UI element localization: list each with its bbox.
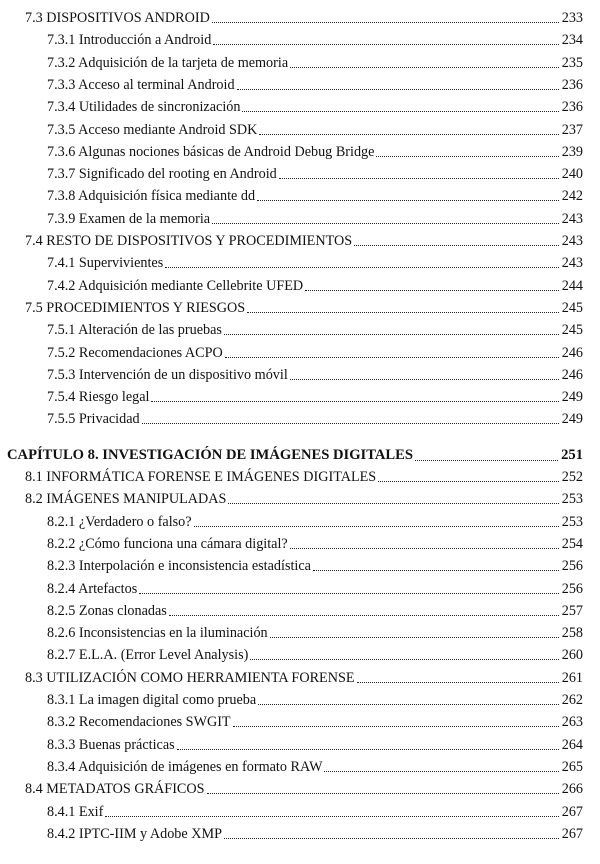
toc-entry-title: 7.5.1 Alteración de las pruebas <box>47 322 222 339</box>
toc-entry[interactable] <box>0 756 600 776</box>
dot-leader <box>207 793 559 794</box>
dot-leader <box>279 178 559 179</box>
toc-entry[interactable] <box>0 823 600 843</box>
toc-entry-title: 8.2.6 Inconsistencias en la iluminación <box>47 625 268 642</box>
toc-entry-page: 246 <box>561 366 583 383</box>
toc-entry-title: 7.4.1 Supervivientes <box>47 255 164 272</box>
toc-entry-title: 7.3.3 Acceso al terminal Android <box>47 76 235 93</box>
toc-entry-title: 7.5.3 Intervención de un dispositivo móvil <box>47 366 288 383</box>
toc-entry-title: 7.4 RESTO DE DISPOSITIVOS Y PROCEDIMIENTOS <box>25 233 353 249</box>
toc-entry-title: 7.3 DISPOSITIVOS ANDROID <box>25 10 210 26</box>
toc-entry-title: 8.2.2 ¿Cómo funciona una cámara digital? <box>47 535 288 552</box>
dot-leader <box>151 401 558 402</box>
toc-entry[interactable] <box>0 185 600 205</box>
toc-entry-title: 8.2.3 Interpolación e inconsistencia estadística <box>47 558 311 575</box>
dot-leader <box>142 423 559 424</box>
toc-entry[interactable] <box>0 533 600 553</box>
dot-leader <box>165 267 558 268</box>
toc-entry-title: 8.2.1 ¿Verdadero o falso? <box>47 513 192 530</box>
toc-entry[interactable] <box>0 386 600 406</box>
toc-entry-page: 257 <box>561 602 583 619</box>
toc-entry-title: 8.3.4 Adquisición de imágenes en formato RAW <box>47 758 323 775</box>
dot-leader <box>213 44 558 45</box>
toc-entry-title: 7.3.7 Significado del rooting en Android <box>47 166 277 183</box>
dot-leader <box>228 503 558 504</box>
dot-leader <box>290 379 559 380</box>
dot-leader <box>257 200 559 201</box>
dot-leader <box>290 548 559 549</box>
toc-entry-title: 7.3.1 Introducción a Android <box>47 32 212 49</box>
toc-entry[interactable] <box>0 319 600 339</box>
dot-leader <box>212 22 559 23</box>
dot-leader <box>376 156 558 157</box>
toc-entry[interactable] <box>0 511 600 531</box>
toc-entry-page: 243 <box>561 233 583 249</box>
toc-entry[interactable] <box>0 342 600 362</box>
dot-leader <box>177 749 559 750</box>
dot-leader <box>237 89 559 90</box>
dot-leader <box>313 570 559 571</box>
toc-entry[interactable] <box>0 52 600 72</box>
toc-entry-page: 254 <box>561 535 583 552</box>
toc-entry[interactable] <box>0 29 600 49</box>
dot-leader <box>250 659 558 660</box>
toc-entry-title: 8.4 METADATOS GRÁFICOS <box>25 781 205 798</box>
dot-leader <box>225 357 559 358</box>
toc-entry[interactable] <box>0 667 600 687</box>
toc-entry-title: 8.3.3 Buenas prácticas <box>47 736 175 753</box>
toc-entry[interactable] <box>0 644 600 664</box>
toc-entry[interactable] <box>0 74 600 94</box>
toc-entry-title: 7.5.2 Recomendaciones ACPO <box>47 344 223 361</box>
toc-entry[interactable] <box>0 466 600 486</box>
dot-leader <box>357 682 559 683</box>
toc-entry[interactable] <box>0 96 600 116</box>
toc-entry-page: 253 <box>561 513 583 530</box>
toc-entry[interactable] <box>0 163 600 183</box>
toc-entry-page: 240 <box>561 166 583 183</box>
toc-entry-title: 8.2.7 E.L.A. (Error Level Analysis) <box>47 647 249 664</box>
toc-entry-title: 8.2.5 Zonas clonadas <box>47 602 167 619</box>
toc-entry-page: 256 <box>561 558 583 575</box>
toc-entry-page: 260 <box>561 647 583 664</box>
toc-entry-page: 249 <box>561 389 583 406</box>
toc-entry[interactable] <box>0 734 600 754</box>
dot-leader <box>415 460 558 461</box>
toc-entry-title: CAPÍTULO 8. INVESTIGACIÓN DE IMÁGENES DIGITALES <box>7 447 414 463</box>
toc-entry-page: 249 <box>561 411 583 428</box>
toc-entry-page: 235 <box>561 54 583 71</box>
toc-entry-page: 236 <box>561 76 583 93</box>
toc-entry-page: 246 <box>561 344 583 361</box>
toc-entry-page: 245 <box>561 299 583 316</box>
dot-leader <box>169 615 559 616</box>
dot-leader <box>194 526 559 527</box>
toc-entry[interactable] <box>0 711 600 731</box>
toc-entry[interactable] <box>0 408 600 428</box>
toc-entry[interactable] <box>0 578 600 598</box>
toc-entry[interactable] <box>0 600 600 620</box>
dot-leader <box>139 593 558 594</box>
toc-entry-title: 8.4.1 Exif <box>47 803 104 820</box>
dot-leader <box>378 481 559 482</box>
toc-entry-page: 252 <box>561 469 583 485</box>
toc-entry[interactable] <box>0 801 600 821</box>
toc-entry[interactable] <box>0 252 600 272</box>
toc-entry-page: 233 <box>561 10 583 26</box>
dot-leader <box>354 245 559 246</box>
toc-entry-page: 243 <box>561 210 583 227</box>
toc-entry[interactable] <box>0 364 600 384</box>
toc-entry[interactable] <box>0 622 600 642</box>
dot-leader <box>224 334 559 335</box>
dot-leader <box>233 726 559 727</box>
toc-entry-title: 7.4.2 Adquisición mediante Cellebrite UFED <box>47 277 304 294</box>
toc-entry-title: 7.3.6 Algunas nociones básicas de Android Debug Bridge <box>47 143 375 160</box>
toc-entry-title: 8.3.1 La imagen digital como prueba <box>47 692 257 708</box>
toc-entry-page: 245 <box>561 322 583 339</box>
toc-entry-page: 237 <box>561 121 583 138</box>
toc-entry[interactable] <box>0 689 600 709</box>
toc-entry-title: 7.5 PROCEDIMIENTOS Y RIESGOS <box>25 299 246 316</box>
toc-entry-title: 7.5.5 Privacidad <box>47 411 140 428</box>
dot-leader <box>105 816 558 817</box>
toc-entry-page: 239 <box>561 143 583 160</box>
toc-entry-title: 7.5.4 Riesgo legal <box>47 389 150 406</box>
toc-entry[interactable] <box>0 488 600 508</box>
toc-entry-title: 8.1 INFORMÁTICA FORENSE E IMÁGENES DIGITALES <box>25 469 377 485</box>
toc-entry-title: 8.3.2 Recomendaciones SWGIT <box>47 714 231 731</box>
toc-entry[interactable] <box>0 297 600 317</box>
toc-entry-page: 262 <box>561 692 583 708</box>
toc-entry-page: 264 <box>561 736 583 753</box>
chapter-8-heading <box>0 444 600 464</box>
toc-entry[interactable] <box>0 119 600 139</box>
toc-entry[interactable] <box>0 7 600 27</box>
toc-entry-page: 256 <box>561 580 583 597</box>
toc-entry-title: 7.3.5 Acceso mediante Android SDK <box>47 121 258 138</box>
toc-entry-page: 265 <box>561 758 583 775</box>
dot-leader <box>247 312 559 313</box>
toc-entry-page: 243 <box>561 255 583 272</box>
dot-leader <box>242 111 558 112</box>
toc-entry[interactable] <box>0 778 600 798</box>
toc-entry[interactable] <box>0 555 600 575</box>
dot-leader <box>224 838 559 839</box>
toc-entry-title: 8.2 IMÁGENES MANIPULADAS <box>25 491 227 508</box>
toc-entry-page: 263 <box>561 714 583 731</box>
toc-entry[interactable] <box>0 208 600 228</box>
toc-entry-title: 7.3.2 Adquisición de la tarjeta de memoria <box>47 54 289 71</box>
toc-entry-page: 267 <box>561 825 583 842</box>
toc-entry-page: 242 <box>561 188 583 205</box>
dot-leader <box>212 223 559 224</box>
dot-leader <box>290 67 559 68</box>
toc-entry-page: 251 <box>561 447 583 463</box>
dot-leader <box>259 134 558 135</box>
toc-entry-page: 258 <box>561 625 583 642</box>
dot-leader <box>305 290 559 291</box>
dot-leader <box>324 771 558 772</box>
toc-entry-page: 267 <box>561 803 583 820</box>
toc-entry-title: 8.4.2 IPTC-IIM y Adobe XMP <box>47 825 222 842</box>
dot-leader <box>270 637 559 638</box>
toc-entry-page: 236 <box>561 99 583 116</box>
toc-entry[interactable] <box>0 230 600 250</box>
dot-leader <box>258 704 559 705</box>
toc-entry-title: 7.3.4 Utilidades de sincronización <box>47 99 241 116</box>
toc-entry-page: 234 <box>561 32 583 49</box>
toc-entry-page: 253 <box>561 491 583 508</box>
toc-entry-page: 266 <box>561 781 583 798</box>
toc-entry-page: 261 <box>561 669 583 686</box>
toc-entry-title: 8.2.4 Artefactos <box>47 580 138 597</box>
toc-entry-page: 244 <box>561 277 583 294</box>
toc-entry-title: 7.3.8 Adquisición física mediante dd <box>47 188 256 205</box>
toc-entry-title: 8.3 UTILIZACIÓN COMO HERRAMIENTA FORENSE <box>25 669 355 686</box>
toc-entry-title: 7.3.9 Examen de la memoria <box>47 210 211 227</box>
toc-entry[interactable] <box>0 275 600 295</box>
toc-entry[interactable] <box>0 141 600 161</box>
